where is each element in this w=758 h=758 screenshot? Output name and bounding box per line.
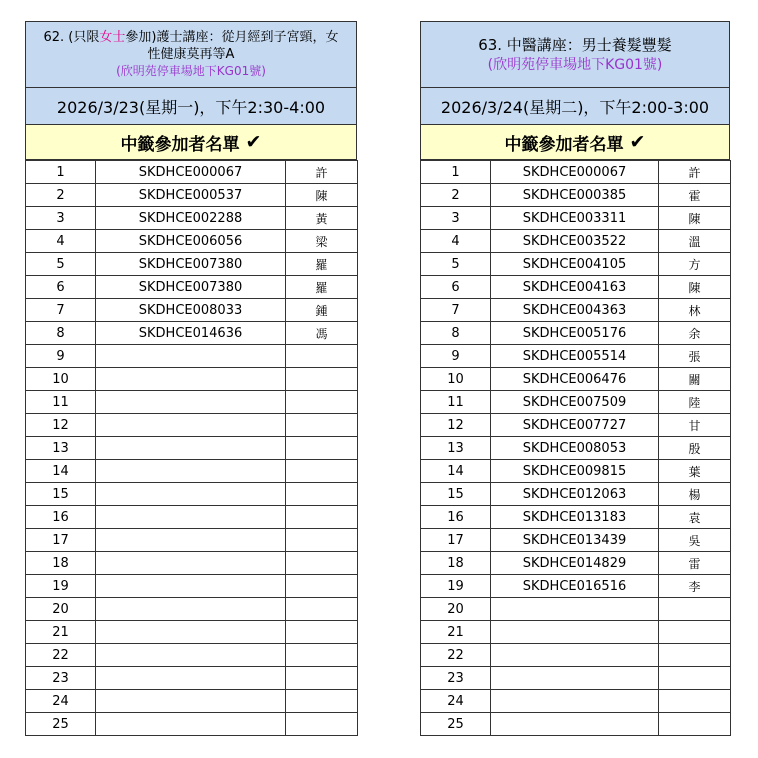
row-number: 16 — [26, 506, 96, 529]
member-code: SKDHCE013183 — [491, 506, 659, 529]
row-number: 20 — [26, 598, 96, 621]
row-number: 12 — [26, 414, 96, 437]
row-number: 13 — [26, 437, 96, 460]
participant-surname — [286, 345, 358, 368]
table-row — [421, 207, 731, 230]
row-number: 19 — [26, 575, 96, 598]
table-row — [421, 644, 731, 667]
member-code — [491, 667, 659, 690]
member-code: SKDHCE007380 — [96, 253, 286, 276]
participant-surname: 葉 — [659, 460, 731, 483]
checkmark-icon: ✔ — [245, 131, 262, 153]
participant-surname: 殷 — [659, 437, 731, 460]
row-number: 10 — [421, 368, 491, 391]
table-row — [421, 460, 731, 483]
participant-surname — [286, 552, 358, 575]
table-row — [421, 483, 731, 506]
row-number: 4 — [26, 230, 96, 253]
member-code: SKDHCE002288 — [96, 207, 286, 230]
lecture-date: 2026/3/23(星期一)，下午2:30-4:00 — [25, 88, 357, 125]
member-code — [96, 460, 286, 483]
participant-surname: 羅 — [286, 253, 358, 276]
table-row — [421, 345, 731, 368]
title-prefix: 62. (只限 — [43, 30, 100, 45]
member-code — [96, 575, 286, 598]
member-code: SKDHCE012063 — [491, 483, 659, 506]
row-number: 13 — [421, 437, 491, 460]
participant-surname — [659, 690, 731, 713]
participant-surname: 楊 — [659, 483, 731, 506]
table-row — [421, 299, 731, 322]
table-row — [421, 690, 731, 713]
table-row — [26, 460, 358, 483]
member-code: SKDHCE004363 — [491, 299, 659, 322]
table-row — [421, 437, 731, 460]
lecture-title — [25, 21, 357, 88]
row-number: 21 — [421, 621, 491, 644]
member-code: SKDHCE003311 — [491, 207, 659, 230]
participant-surname: 霍 — [659, 184, 731, 207]
table-row — [421, 598, 731, 621]
member-code: SKDHCE014829 — [491, 552, 659, 575]
table-row — [421, 575, 731, 598]
member-code — [491, 690, 659, 713]
lecture-date: 2026/3/24(星期二)，下午2:00-3:00 — [420, 88, 730, 125]
member-code: SKDHCE014636 — [96, 322, 286, 345]
row-number: 24 — [26, 690, 96, 713]
title-highlight: 女士 — [99, 30, 126, 45]
row-number: 6 — [26, 276, 96, 299]
participant-surname — [286, 644, 358, 667]
table-row — [421, 391, 731, 414]
row-number: 2 — [421, 184, 491, 207]
participant-surname: 許 — [286, 161, 358, 184]
table-row — [26, 621, 358, 644]
table-row — [421, 529, 731, 552]
winners-heading-text: 中籤參加者名單 — [504, 134, 624, 155]
member-code — [96, 552, 286, 575]
row-number: 3 — [26, 207, 96, 230]
member-code: SKDHCE006056 — [96, 230, 286, 253]
participant-surname: 陸 — [659, 391, 731, 414]
table-row — [26, 230, 358, 253]
table-row — [421, 621, 731, 644]
table-row — [26, 506, 358, 529]
participant-surname — [286, 575, 358, 598]
table-row — [26, 345, 358, 368]
participant-surname: 關 — [659, 368, 731, 391]
row-number: 15 — [26, 483, 96, 506]
member-code: SKDHCE008053 — [491, 437, 659, 460]
participant-surname: 陳 — [659, 276, 731, 299]
participant-surname — [286, 598, 358, 621]
member-code — [491, 644, 659, 667]
title-rest: 參加)護士講座：從月經到子宮頸，女 — [125, 30, 339, 45]
member-code — [96, 667, 286, 690]
member-code — [96, 506, 286, 529]
venue: (欣明苑停車場地下KG01號) — [487, 56, 663, 73]
participant-surname — [659, 713, 731, 736]
member-code: SKDHCE003522 — [491, 230, 659, 253]
participant-surname: 梁 — [286, 230, 358, 253]
table-row — [26, 161, 358, 184]
lecture-63-panel — [420, 21, 730, 736]
table-row — [421, 253, 731, 276]
table-row — [421, 506, 731, 529]
row-number: 16 — [421, 506, 491, 529]
member-code — [96, 483, 286, 506]
table-row — [421, 322, 731, 345]
title-line-1 — [44, 29, 339, 46]
member-code — [96, 713, 286, 736]
participant-surname — [286, 506, 358, 529]
row-number: 2 — [26, 184, 96, 207]
venue: (欣明苑停車場地下KG01號) — [116, 64, 266, 78]
row-number: 9 — [421, 345, 491, 368]
table-row — [26, 667, 358, 690]
participant-surname: 鍾 — [286, 299, 358, 322]
participant-surname: 甘 — [659, 414, 731, 437]
winners-heading-text: 中籤參加者名單 — [120, 134, 240, 155]
participant-surname — [286, 391, 358, 414]
lecture-title — [420, 21, 730, 88]
participant-surname — [659, 667, 731, 690]
member-code: SKDHCE007380 — [96, 276, 286, 299]
row-number: 25 — [421, 713, 491, 736]
member-code — [96, 690, 286, 713]
table-row — [26, 391, 358, 414]
participant-surname: 雷 — [659, 552, 731, 575]
member-code — [491, 621, 659, 644]
table-row — [421, 276, 731, 299]
table-row — [26, 253, 358, 276]
member-code: SKDHCE000067 — [491, 161, 659, 184]
participant-surname — [286, 483, 358, 506]
table-row — [26, 368, 358, 391]
member-code — [96, 437, 286, 460]
title-line-2: 性健康莫再等A — [147, 47, 235, 62]
table-row — [26, 713, 358, 736]
participant-surname — [286, 667, 358, 690]
member-code — [96, 368, 286, 391]
table-row — [26, 437, 358, 460]
member-code: SKDHCE016516 — [491, 575, 659, 598]
member-code: SKDHCE004105 — [491, 253, 659, 276]
table-row — [26, 690, 358, 713]
row-number: 22 — [26, 644, 96, 667]
row-number: 9 — [26, 345, 96, 368]
table-row — [421, 368, 731, 391]
participant-surname: 羅 — [286, 276, 358, 299]
table-row — [26, 414, 358, 437]
participant-surname: 張 — [659, 345, 731, 368]
member-code — [96, 598, 286, 621]
participant-surname: 李 — [659, 575, 731, 598]
row-number: 24 — [421, 690, 491, 713]
row-number: 7 — [26, 299, 96, 322]
title-line-1: 63. 中醫講座：男士養髮豐髮 — [478, 35, 672, 54]
winners-heading — [420, 125, 730, 160]
participant-surname: 溫 — [659, 230, 731, 253]
participant-surname: 方 — [659, 253, 731, 276]
row-number: 15 — [421, 483, 491, 506]
table-row — [421, 230, 731, 253]
table-row — [26, 552, 358, 575]
row-number: 23 — [26, 667, 96, 690]
table-row — [421, 552, 731, 575]
member-code — [96, 391, 286, 414]
row-number: 14 — [26, 460, 96, 483]
lecture-62-panel — [25, 21, 357, 736]
row-number: 8 — [421, 322, 491, 345]
member-code — [96, 644, 286, 667]
table-row — [421, 414, 731, 437]
row-number: 17 — [421, 529, 491, 552]
member-code: SKDHCE009815 — [491, 460, 659, 483]
participant-surname — [659, 644, 731, 667]
member-code: SKDHCE005176 — [491, 322, 659, 345]
participant-surname: 陳 — [286, 184, 358, 207]
row-number: 11 — [26, 391, 96, 414]
participant-surname: 許 — [659, 161, 731, 184]
member-code: SKDHCE005514 — [491, 345, 659, 368]
table-row — [26, 644, 358, 667]
row-number: 4 — [421, 230, 491, 253]
row-number: 23 — [421, 667, 491, 690]
member-code: SKDHCE000067 — [96, 161, 286, 184]
row-number: 20 — [421, 598, 491, 621]
table-row — [421, 667, 731, 690]
participant-surname — [286, 621, 358, 644]
member-code: SKDHCE000385 — [491, 184, 659, 207]
table-row — [26, 322, 358, 345]
participant-surname: 馮 — [286, 322, 358, 345]
participant-surname — [286, 713, 358, 736]
row-number: 8 — [26, 322, 96, 345]
table-row — [26, 184, 358, 207]
member-code: SKDHCE007727 — [491, 414, 659, 437]
winners-table — [25, 160, 358, 736]
member-code — [96, 621, 286, 644]
participant-surname — [659, 598, 731, 621]
participant-surname: 袁 — [659, 506, 731, 529]
row-number: 7 — [421, 299, 491, 322]
participant-surname: 陳 — [659, 207, 731, 230]
member-code: SKDHCE006476 — [491, 368, 659, 391]
row-number: 6 — [421, 276, 491, 299]
table-row — [26, 529, 358, 552]
participant-surname — [286, 529, 358, 552]
row-number: 1 — [421, 161, 491, 184]
row-number: 3 — [421, 207, 491, 230]
table-row — [421, 713, 731, 736]
member-code: SKDHCE013439 — [491, 529, 659, 552]
row-number: 18 — [26, 552, 96, 575]
row-number: 21 — [26, 621, 96, 644]
table-row — [26, 483, 358, 506]
row-number: 17 — [26, 529, 96, 552]
row-number: 18 — [421, 552, 491, 575]
member-code: SKDHCE007509 — [491, 391, 659, 414]
row-number: 12 — [421, 414, 491, 437]
row-number: 14 — [421, 460, 491, 483]
member-code — [96, 414, 286, 437]
member-code — [491, 598, 659, 621]
participant-surname — [286, 368, 358, 391]
participant-surname — [286, 437, 358, 460]
participant-surname: 吳 — [659, 529, 731, 552]
participant-surname: 余 — [659, 322, 731, 345]
table-row — [421, 184, 731, 207]
member-code — [491, 713, 659, 736]
row-number: 19 — [421, 575, 491, 598]
member-code — [96, 529, 286, 552]
row-number: 1 — [26, 161, 96, 184]
participant-surname: 黃 — [286, 207, 358, 230]
participant-surname — [286, 460, 358, 483]
winners-table — [420, 160, 731, 736]
row-number: 10 — [26, 368, 96, 391]
table-row — [26, 276, 358, 299]
row-number: 25 — [26, 713, 96, 736]
checkmark-icon: ✔ — [629, 131, 646, 153]
table-row — [26, 207, 358, 230]
table-row — [26, 299, 358, 322]
member-code: SKDHCE000537 — [96, 184, 286, 207]
member-code: SKDHCE008033 — [96, 299, 286, 322]
participant-surname — [286, 690, 358, 713]
row-number: 5 — [421, 253, 491, 276]
table-row — [421, 161, 731, 184]
row-number: 11 — [421, 391, 491, 414]
participant-surname — [286, 414, 358, 437]
row-number: 5 — [26, 253, 96, 276]
table-row — [26, 575, 358, 598]
member-code — [96, 345, 286, 368]
table-row — [26, 598, 358, 621]
member-code: SKDHCE004163 — [491, 276, 659, 299]
participant-surname — [659, 621, 731, 644]
row-number: 22 — [421, 644, 491, 667]
winners-heading — [25, 125, 357, 160]
participant-surname: 林 — [659, 299, 731, 322]
